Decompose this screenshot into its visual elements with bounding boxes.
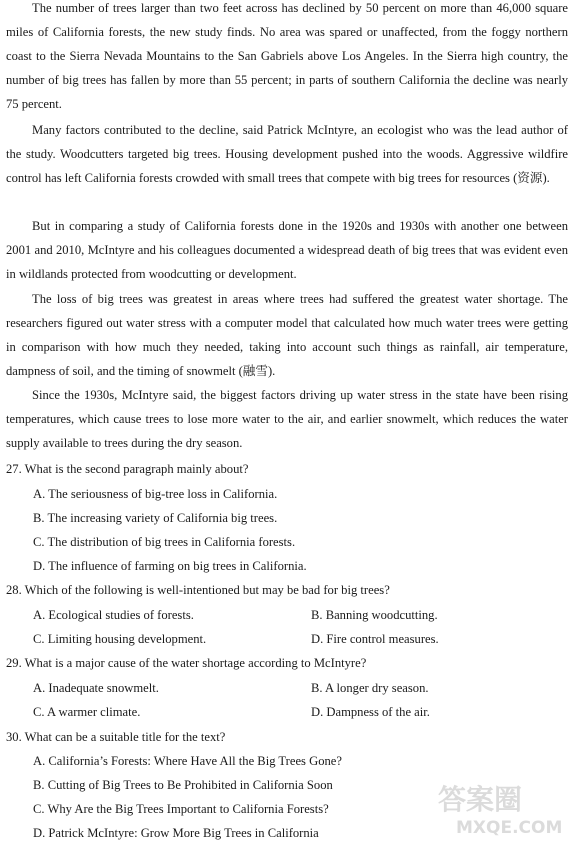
question-29-option-a: A. Inadequate snowmelt. (33, 681, 159, 695)
passage-paragraph-2 (6, 118, 568, 190)
question-29-option-b: B. A longer dry season. (311, 681, 429, 695)
passage-paragraph-3-text: But in comparing a study of California forests done in the 1920s and 1930s with another one between 2001 and 2010, McIntyre and his colleagues documented a widespread death of big trees that was evident even in wildlands protected from woodcutting or development. (6, 219, 568, 282)
question-29-option-c: C. A warmer climate. (33, 705, 141, 719)
passage-paragraph-2-text: Many factors contributed to the decline, said Patrick McIntyre, an ecologist who was the lead author of the study. Woodcutters targeted big trees. Housing development pushed into the woods. Aggressive wildfire control has left California forests crowded with small trees that compete with big trees for resources (资源). (6, 123, 568, 186)
question-27-option-b: B. The increasing variety of California big trees. (33, 511, 278, 525)
question-27-stem: 27. What is the second paragraph mainly about? (6, 462, 249, 476)
passage-paragraph-3 (6, 214, 568, 286)
watermark-logo (432, 777, 572, 839)
passage-paragraph-1-text: The number of trees larger than two feet across has declined by 50 percent on more than 46,000 square miles of California forests, the new study finds. No area was spared or unaffected, from the foggy northern coast to the Sierra Nevada Mountains to the San Gabriels above Los Angeles. In the Sierra high country, the number of big trees has fallen by more than 55 percent; in parts of southern California the decline was nearly 75 percent. (6, 1, 568, 112)
passage-paragraph-1 (6, 0, 568, 116)
question-30-option-c: C. Why Are the Big Trees Important to California Forests? (33, 802, 329, 816)
question-30-option-b: B. Cutting of Big Trees to Be Prohibited in California Soon (33, 778, 333, 792)
question-28-option-c: C. Limiting housing development. (33, 632, 207, 646)
question-28-option-d: D. Fire control measures. (311, 632, 439, 646)
question-28-stem: 28. Which of the following is well-intentioned but may be bad for big trees? (6, 583, 390, 597)
question-28-option-a: A. Ecological studies of forests. (33, 608, 194, 622)
question-29-option-d: D. Dampness of the air. (311, 705, 430, 719)
watermark-logo-url: MXQE.COM (456, 818, 563, 838)
question-30-option-a: A. California’s Forests: Where Have All the Big Trees Gone? (33, 754, 342, 768)
watermark-logo-text: 答案圈 (438, 783, 523, 816)
passage-paragraph-5-text: Since the 1930s, McIntyre said, the biggest factors driving up water stress in the state have been rising temperatures, which cause trees to lose more water to the air, and earlier snowmelt, which reduces the water supply available to trees during the dry season. (6, 388, 568, 451)
question-27-option-d: D. The influence of farming on big trees in California. (33, 559, 307, 573)
question-30-stem: 30. What can be a suitable title for the text? (6, 730, 226, 744)
question-28-option-b: B. Banning woodcutting. (311, 608, 438, 622)
passage-paragraph-5 (6, 383, 568, 455)
question-27-option-a: A. The seriousness of big-tree loss in California. (33, 487, 278, 501)
question-29-stem: 29. What is a major cause of the water shortage according to McIntyre? (6, 656, 367, 670)
passage-paragraph-4-text: The loss of big trees was greatest in areas where trees had suffered the greatest water shortage. The researchers figured out water stress with a computer model that calculated how much water trees were getting in comparison with how much they needed, taking into account such things as rainfall, air temperature, dampness of soil, and the timing of snowmelt (融雪). (6, 292, 568, 379)
question-27-option-c: C. The distribution of big trees in California forests. (33, 535, 296, 549)
passage-paragraph-4 (6, 287, 568, 383)
question-30-option-d: D. Patrick McIntyre: Grow More Big Trees in California (33, 826, 319, 840)
